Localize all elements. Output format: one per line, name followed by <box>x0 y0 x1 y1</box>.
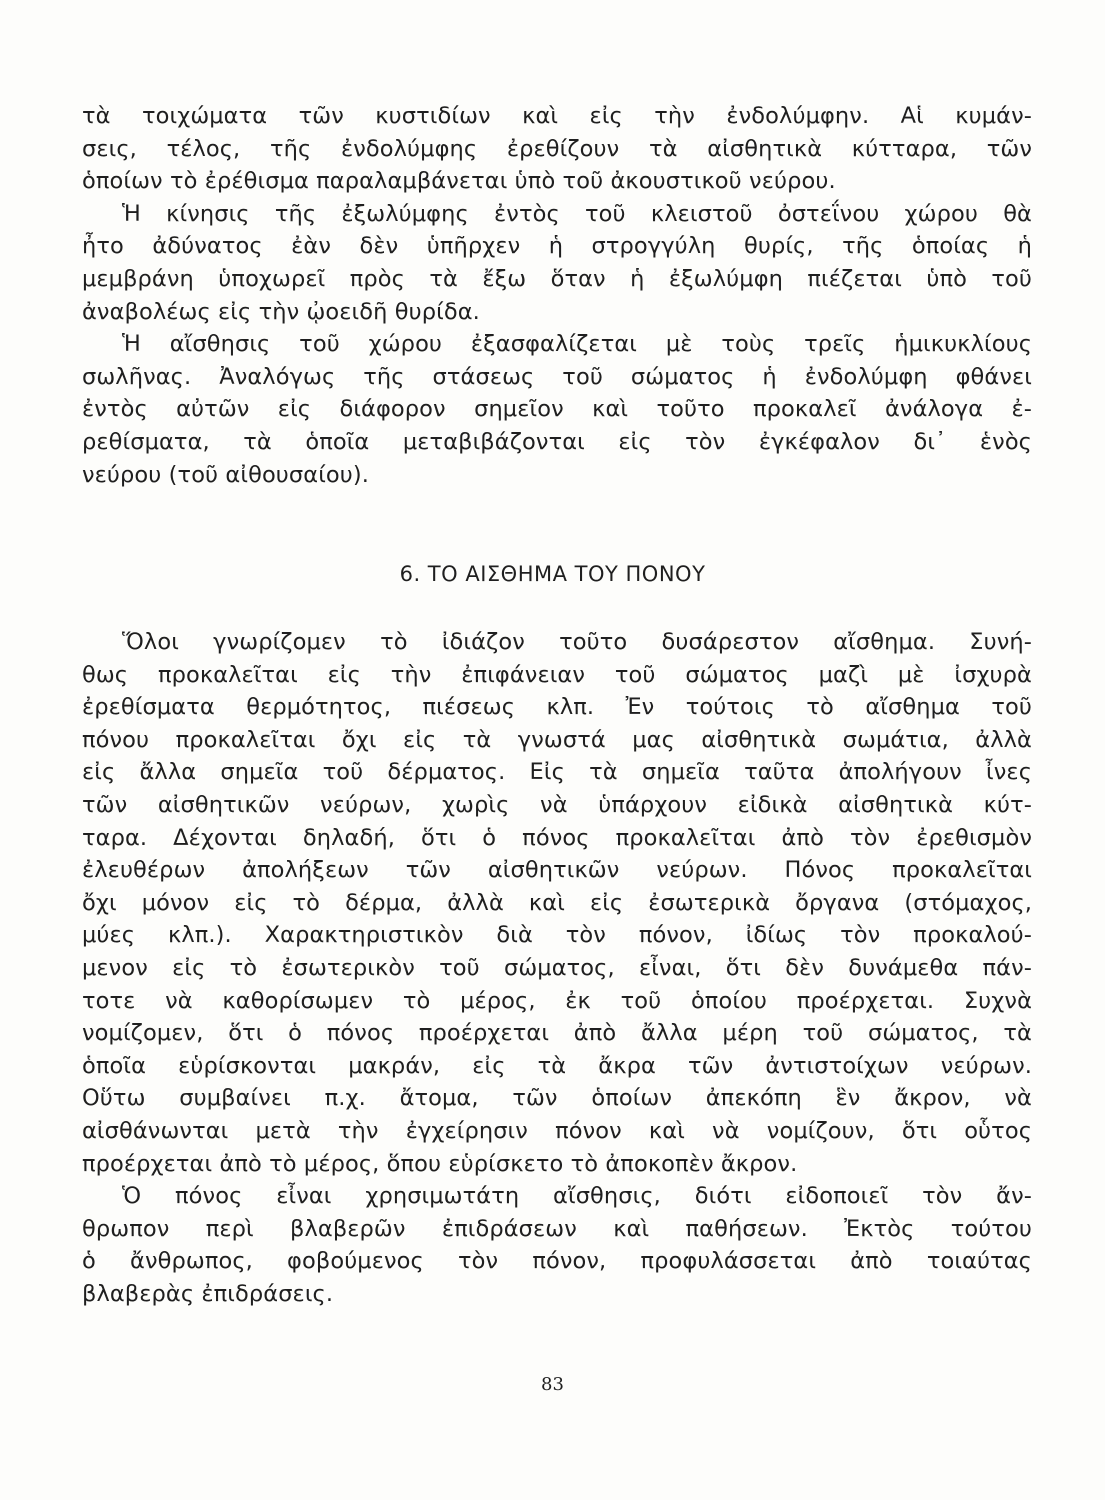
text-line: τοτε νὰ καθορίσωμεν τὸ μέρος, ἐκ τοῦ ὁποίου προέρχεται. Συχνὰ <box>82 987 1032 1014</box>
text-line: βλαβερὰς ἐπιδράσεις. <box>82 1280 334 1307</box>
text-block-top <box>82 100 1032 491</box>
text-line: εἰς ἄλλα σημεῖα τοῦ δέρματος. Εἰς τὰ σημεῖα ταῦτα ἀπολήγουν ἶνες <box>82 759 1032 786</box>
text-line: τῶν αἰσθητικῶν νεύρων, χωρὶς νὰ ὑπάρχουν εἰδικὰ αἰσθητικὰ κύτ- <box>82 791 1032 818</box>
section-heading: 6. ΤΟ ΑΙΣΘΗΜΑ ΤΟΥ ΠΟΝΟΥ <box>399 562 706 586</box>
text-line: πόνου προκαλεῖται ὄχι εἰς τὰ γνωστά μας αἰσθητικὰ σωμάτια, ἀλλὰ <box>82 726 1032 753</box>
text-line: θως προκαλεῖται εἰς τὴν ἐπιφάνειαν τοῦ σώματος μαζὶ μὲ ἰσχυρὰ <box>82 661 1032 688</box>
text-line: ἀναβολέως εἰς τὴν ᾠοειδῆ θυρίδα. <box>82 298 480 325</box>
text-line: ὁποῖα εὑρίσκονται μακράν, εἰς τὰ ἄκρα τῶν ἀντιστοίχων νεύρων. <box>82 1052 1032 1079</box>
text-line: σεις, τέλος, τῆς ἐνδολύμφης ἐρεθίζουν τὰ αἰσθητικὰ κύτταρα, τῶν <box>82 135 1032 162</box>
text-line: ταρα. Δέχονται δηλαδή, ὅτι ὁ πόνος προκαλεῖται ἀπὸ τὸν ἐρεθισμὸν <box>82 824 1032 851</box>
text-line: ἦτο ἀδύνατος ἐὰν δὲν ὑπῆρχεν ἡ στρογγύλη θυρίς, τῆς ὁποίας ἡ <box>82 233 1032 260</box>
text-line: ρεθίσματα, τὰ ὁποῖα μεταβιβάζονται εἰς τὸν ἐγκέφαλον δι᾽ ἑνὸς <box>82 428 1032 455</box>
text-line: ἐντὸς αὐτῶν εἰς διάφορον σημεῖον καὶ τοῦτο προκαλεῖ ἀνάλογα ἐ- <box>82 396 1032 423</box>
text-line: αἰσθάνωνται μετὰ τὴν ἐγχείρησιν πόνον καὶ νὰ νομίζουν, ὅτι οὗτος <box>82 1117 1032 1144</box>
text-line: Ὅλοι γνωρίζομεν τὸ ἰδιάζον τοῦτο δυσάρεστον αἴσθημα. Συνή- <box>122 629 1032 655</box>
text-line: ὁ ἄνθρωπος, φοβούμενος τὸν πόνον, προφυλάσσεται ἀπὸ τοιαύτας <box>82 1248 1032 1275</box>
text-line: ἐλευθέρων ἀπολήξεων τῶν αἰσθητικῶν νεύρων. Πόνος προκαλεῖται <box>82 857 1032 884</box>
text-line: νεύρου (τοῦ αἰθουσαίου). <box>82 461 370 488</box>
page-number: 83 <box>541 1374 564 1395</box>
text-line: νομίζομεν, ὅτι ὁ πόνος προέρχεται ἀπὸ ἄλλα μέρη τοῦ σώματος, τὰ <box>82 1020 1032 1047</box>
text-line: ἐρεθίσματα θερμότητος, πιέσεως κλπ. Ἐν τούτοις τὸ αἴσθημα τοῦ <box>82 694 1032 721</box>
text-block-bottom <box>82 626 1032 1310</box>
text-line: Οὕτω συμβαίνει π.χ. ἄτομα, τῶν ὁποίων ἀπεκόπη ἓν ἄκρον, νὰ <box>82 1085 1032 1112</box>
text-line: σωλῆνας. Ἀναλόγως τῆς στάσεως τοῦ σώματος ἡ ἐνδολύμφη φθάνει <box>82 363 1032 390</box>
text-line: μενον εἰς τὸ ἐσωτερικὸν τοῦ σώματος, εἶναι, ὅτι δὲν δυνάμεθα πάν- <box>82 954 1032 981</box>
text-line: Ὁ πόνος εἶναι χρησιμωτάτη αἴσθησις, διότι εἰδοποιεῖ τὸν ἄν- <box>122 1183 1032 1210</box>
text-line: Ἡ κίνησις τῆς ἐξωλύμφης ἐντὸς τοῦ κλειστοῦ ὀστεΐνου χώρου θὰ <box>122 200 1032 227</box>
text-line: μεμβράνη ὑποχωρεῖ πρὸς τὰ ἔξω ὅταν ἡ ἐξωλύμφη πιέζεται ὑπὸ τοῦ <box>82 265 1032 292</box>
text-line: θρωπον περὶ βλαβερῶν ἐπιδράσεων καὶ παθήσεων. Ἐκτὸς τούτου <box>82 1215 1032 1242</box>
text-line: μύες κλπ.). Χαρακτηριστικὸν διὰ τὸν πόνον, ἰδίως τὸν προκαλού- <box>82 922 1032 949</box>
text-line: προέρχεται ἀπὸ τὸ μέρος, ὅπου εὑρίσκετο τὸ ἀποκοπὲν ἄκρον. <box>82 1150 798 1177</box>
text-line: ὁποίων τὸ ἐρέθισμα παραλαμβάνεται ὑπὸ τοῦ ἀκουστικοῦ νεύρου. <box>82 168 836 195</box>
text-line: τὰ τοιχώματα τῶν κυστιδίων καὶ εἰς τὴν ἐνδολύμφην. Αἱ κυμάν- <box>82 103 1032 129</box>
text-line: ὄχι μόνον εἰς τὸ δέρμα, ἀλλὰ καὶ εἰς ἐσωτερικὰ ὄργανα (στόμαχος, <box>82 889 1032 916</box>
text-line: Ἡ αἴσθησις τοῦ χώρου ἐξασφαλίζεται μὲ τοὺς τρεῖς ἡμικυκλίους <box>122 331 1032 358</box>
